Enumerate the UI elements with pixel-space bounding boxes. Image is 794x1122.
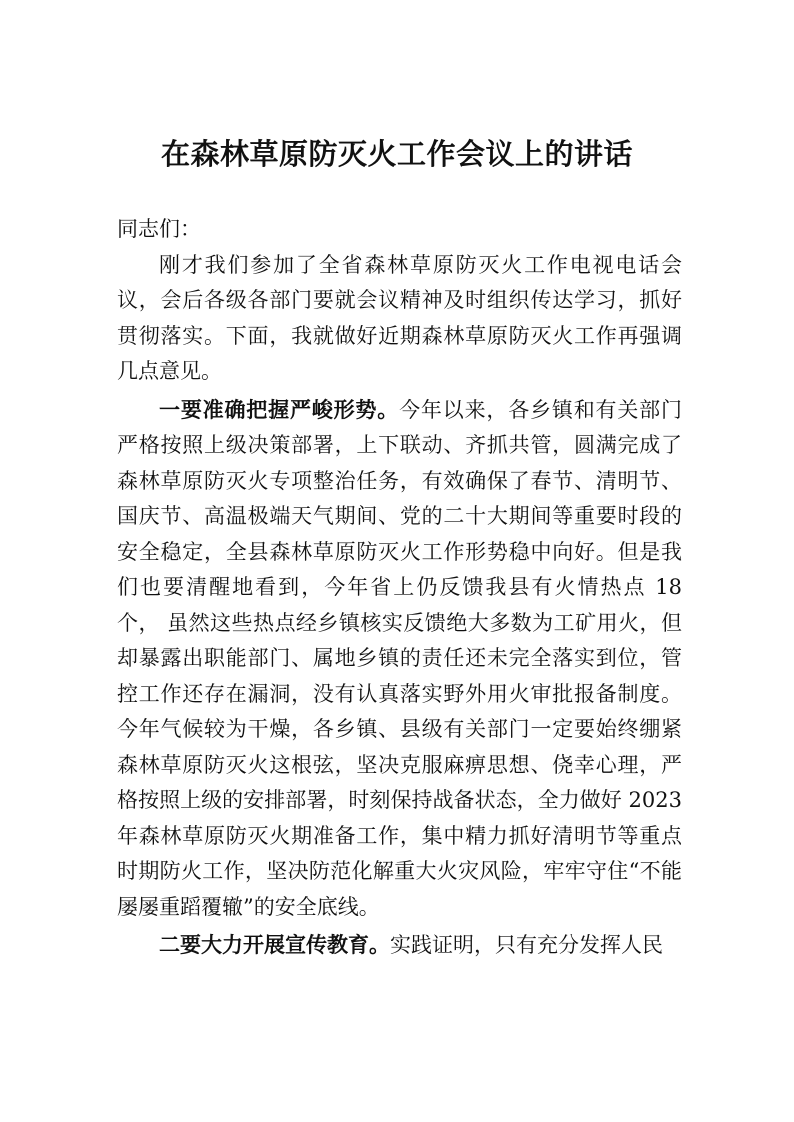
paragraph-lead: 二要大力开展宣传教育。 — [159, 933, 390, 957]
paragraph-opening — [117, 248, 682, 390]
paragraph-text: 实践证明，只有充分发挥人民 — [390, 933, 663, 957]
paragraph-publicity — [117, 928, 682, 964]
document-body — [117, 212, 682, 964]
paragraph-text: 今年以来，各乡镇和有关部门严格按照上级决策部署，上下联动、齐抓共管，圆满完成了森林草原防灭火专项整治任务，有效确保了春节、清明节、 国庆节、高温极端天气期间、党的二十大期间等重要时段的安全稳定，全县森林草原防灭火工作形势稳中向好。但是我们也要清醒地看到，今年省上仍反馈我县有火情热点 18 个， 虽然这些热点经乡镇核实反馈绝大多数为工矿用火，但却暴露出职能部门、属地乡镇的责任还未完全落实到位，管控工作还存在漏洞，没有认真落实野外用火审批报备制度。今年气候较为干燥，各乡镇、县级有关部门一定要始终绷紧森林草原防灭火这根弦，坚决克服麻痹思想、侥幸心理，严格按照上级的安排部署，时刻保持战备状态，全力做好 2023 年森林草原防灭火期准备工作，集中精力抓好清明节等重点时期防火工作，坚决防范化解重大火灾风险，牢牢守住“不能屡屡重蹈覆辙”的安全底线。 — [117, 397, 683, 919]
paragraph-text: 刚才我们参加了全省森林草原防灭火工作电视电话会议，会后各级各部门要就会议精神及时组织传达学习，抓好贯彻落实。下面，我就做好近期森林草原防灭火工作再强调几点意见。 — [117, 252, 682, 383]
paragraph-lead: 一要准确把握严峻形势。 — [159, 397, 400, 422]
document-title: 在森林草原防灭火工作会议上的讲话 — [160, 137, 633, 171]
paragraph-situation — [117, 393, 682, 926]
salutation: 同志们： — [117, 217, 201, 241]
